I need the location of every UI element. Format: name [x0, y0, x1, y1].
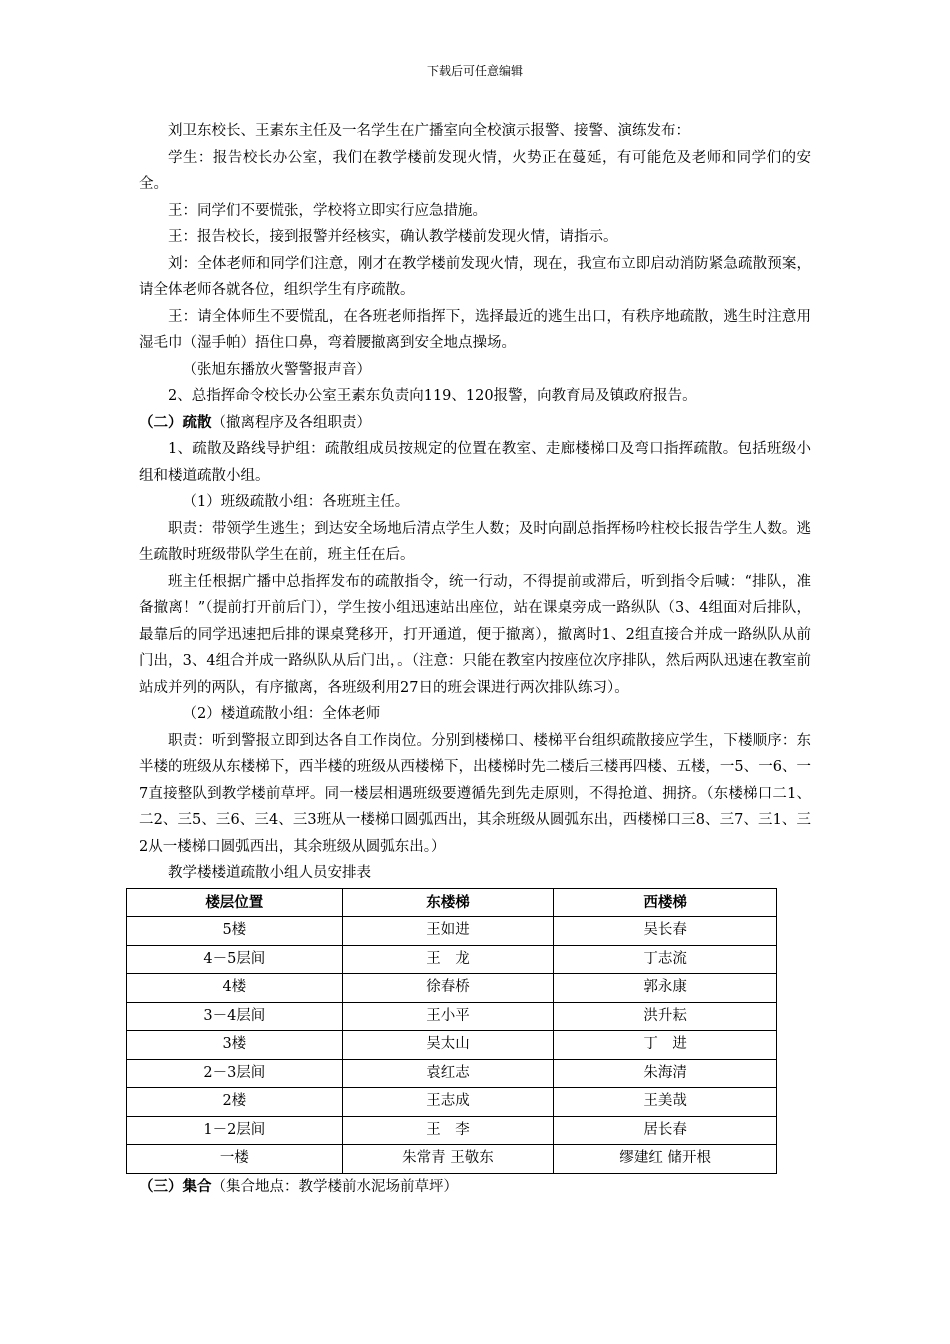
- section-heading-evacuation: [139, 410, 811, 437]
- table-cell: 王如进: [342, 917, 554, 946]
- table-cell: 王小平: [342, 1002, 554, 1031]
- paragraph: 王：同学们不要慌张，学校将立即实行应急措施。: [168, 202, 487, 219]
- evacuation-staff-table: [126, 888, 777, 1174]
- paragraph: 刘：全体老师和同学们注意，刚才在教学楼前发现火情，现在，我宣布立即启动消防紧急疏散预案，请全体老师各就各位，组织学生有序疏散。: [139, 255, 811, 298]
- table-cell: 王美哉: [554, 1088, 777, 1117]
- table-cell: 2楼: [127, 1088, 343, 1117]
- table-header-row: [127, 888, 777, 917]
- page-header: 下载后可任意编辑: [426, 64, 523, 78]
- column-header: 东楼梯: [342, 888, 554, 917]
- section-note: （撤离程序及各组职责）: [211, 414, 371, 431]
- table-cell: 朱常青 王敬东: [342, 1145, 554, 1174]
- paragraph: 刘卫东校长、王素东主任及一名学生在广播室向全校演示报警、接警、演练发布：: [168, 123, 690, 139]
- paragraph: （1）班级疏散小组：各班班主任。: [182, 494, 410, 510]
- paragraph: 王：报告校长，接到报警并经核实，确认教学楼前发现火情，请指示。: [168, 229, 618, 245]
- table-cell: 居长春: [554, 1116, 777, 1145]
- table-row: [127, 1059, 777, 1088]
- table-cell: 4－5层间: [127, 945, 343, 974]
- table-cell: 5楼: [127, 917, 343, 946]
- table-cell: 袁红志: [342, 1059, 554, 1088]
- table-cell: 1－2层间: [127, 1116, 343, 1145]
- table-cell: 缪建红 储开根: [554, 1145, 777, 1174]
- table-cell: 郭永康: [554, 974, 777, 1003]
- table-cell: 丁 进: [554, 1031, 777, 1060]
- table-caption: 教学楼楼道疏散小组人员安排表: [168, 865, 371, 881]
- section-title: （三）集合: [139, 1177, 212, 1195]
- paragraph: 2、总指挥命令校长办公室王素东负责向119、120报警，向教育局及镇政府报告。: [168, 388, 697, 404]
- paragraph: 职责：听到警报立即到达各自工作岗位。分别到楼梯口、楼梯平台组织疏散接应学生，下楼顺序：东半楼的班级从东楼梯下，西半楼的班级从西楼梯下，出楼梯时先二楼后三楼再四楼、五楼，一5、一6、一7直接整队到教学楼前草坪。同一楼层相遇班级要遵循先到先走原则，不得抢道、拥挤。（东楼梯口二1、二2、三5、三6、三4、三3班从一楼梯口圆弧西出，其余班级从圆弧东出，西楼梯口三8、三7、三1、三2从一楼梯口圆弧西出，其余班级从圆弧东出。）: [139, 732, 811, 855]
- table-cell: 3楼: [127, 1031, 343, 1060]
- table-cell: 2－3层间: [127, 1059, 343, 1088]
- paragraph: 王：请全体师生不要慌乱，在各班老师指挥下，选择最近的逃生出口，有秩序地疏散，逃生时注意用湿毛巾（湿手帕）捂住口鼻，弯着腰撤离到安全地点操场。: [139, 308, 811, 351]
- document-body: [139, 118, 811, 1200]
- table-row: [127, 1116, 777, 1145]
- section-heading-assembly: [139, 1174, 811, 1201]
- table-row: [127, 1002, 777, 1031]
- table-cell: 吴长春: [554, 917, 777, 946]
- paragraph: 职责：带领学生逃生；到达安全场地后清点学生人数；及时向副总指挥杨吟柱校长报告学生人数。逃生疏散时班级带队学生在前，班主任在后。: [139, 520, 811, 563]
- paragraph: （张旭东播放火警警报声音）: [182, 361, 371, 378]
- table-cell: 一楼: [127, 1145, 343, 1174]
- paragraph: （2）楼道疏散小组：全体老师: [182, 706, 381, 722]
- table-cell: 洪升耘: [554, 1002, 777, 1031]
- table-row: [127, 1145, 777, 1174]
- section-note: （集合地点：教学楼前水泥场前草坪）: [211, 1178, 458, 1195]
- table-cell: 3－4层间: [127, 1002, 343, 1031]
- table-row: [127, 917, 777, 946]
- table-row: [127, 945, 777, 974]
- paragraph: 班主任根据广播中总指挥发布的疏散指令，统一行动，不得提前或滞后，听到指令后喊：“排队，准备撤离！”（提前打开前后门），学生按小组迅速站出座位，站在课桌旁成一路纵队（3、4组面对后排队，最靠后的同学迅速把后排的课桌凳移开，打开通道，便于撤离），撤离时1、2组直接合并成一路纵队从前门出，3、4组合并成一路纵队从后门出，。（注意：只能在教室内按座位次序排队，然后两队迅速在教室前站成并列的两队，有序撤离，各班级利用27日的班会课进行两次排队练习）。: [139, 573, 811, 696]
- paragraph: 1、疏散及路线导护组：疏散组成员按规定的位置在教室、走廊楼梯口及弯口指挥疏散。包括班级小组和楼道疏散小组。: [139, 441, 811, 484]
- table-cell: 徐春桥: [342, 974, 554, 1003]
- column-header: 楼层位置: [127, 888, 343, 917]
- table-cell: 王 李: [342, 1116, 554, 1145]
- paragraph: 学生：报告校长办公室，我们在教学楼前发现火情，火势正在蔓延，有可能危及老师和同学们的安全。: [139, 149, 811, 192]
- table-cell: 4楼: [127, 974, 343, 1003]
- table-cell: 王志成: [342, 1088, 554, 1117]
- table-cell: 朱海清: [554, 1059, 777, 1088]
- table-cell: 吴太山: [342, 1031, 554, 1060]
- table-row: [127, 1088, 777, 1117]
- column-header: 西楼梯: [554, 888, 777, 917]
- table-row: [127, 1031, 777, 1060]
- section-title: （二）疏散: [139, 413, 212, 431]
- table-row: [127, 974, 777, 1003]
- table-cell: 丁志流: [554, 945, 777, 974]
- table-cell: 王 龙: [342, 945, 554, 974]
